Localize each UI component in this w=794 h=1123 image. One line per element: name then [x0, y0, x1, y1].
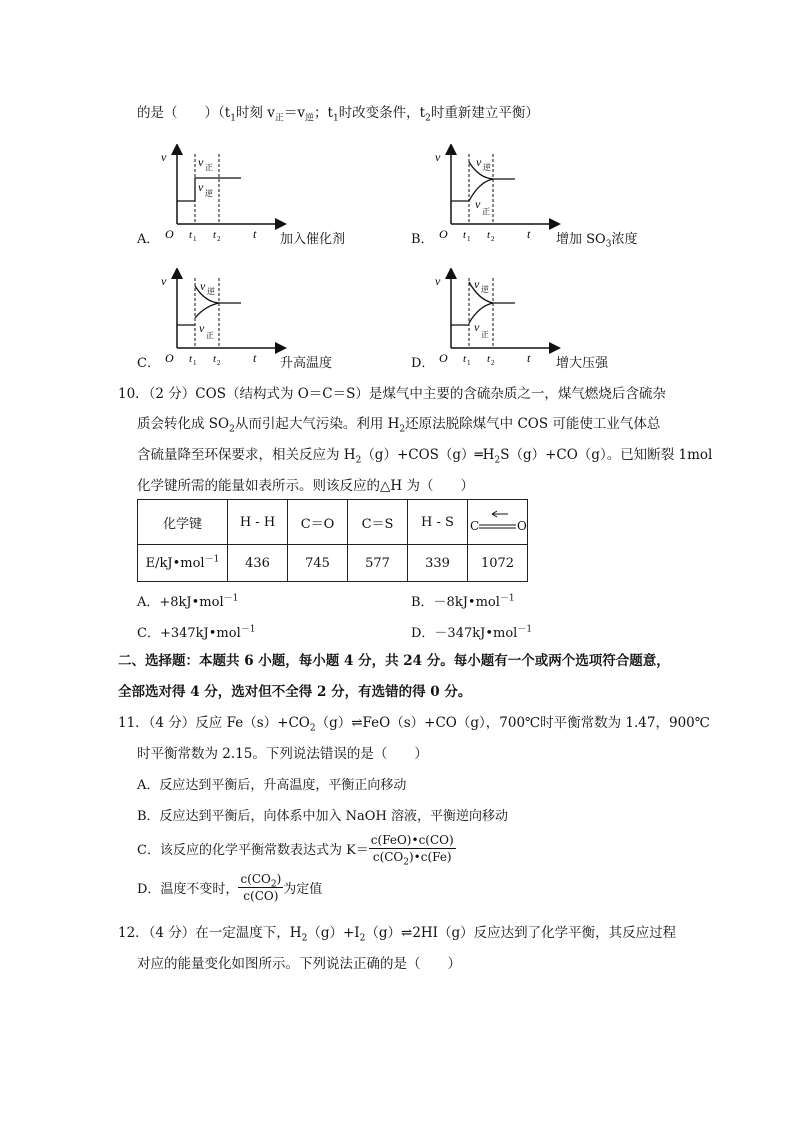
svg-text:t: t	[253, 351, 257, 365]
graph-c	[159, 268, 289, 368]
svg-text:正: 正	[206, 331, 214, 340]
option-caption: 升高温度	[280, 356, 333, 371]
svg-text:v: v	[199, 321, 205, 335]
q10-option-c[interactable]: C．+347kJ•mol$^{-1}$	[137, 624, 256, 641]
table-header-cell: H - S	[408, 500, 468, 545]
svg-text:1: 1	[193, 359, 197, 367]
q11-option-b[interactable]: B．反应达到平衡后，向体系中加入 NaOH 溶液，平衡逆向移动	[137, 809, 508, 824]
v-ni-label: v	[198, 180, 204, 194]
svg-text:v: v	[435, 150, 441, 164]
graph-a	[159, 144, 289, 244]
option-letter: D．	[411, 356, 435, 371]
q11-line-2: 时平衡常数为 2.15。下列说法错误的是（ ）	[137, 746, 428, 762]
svg-text:t: t	[527, 227, 531, 241]
triple-bond-arrow-icon	[478, 508, 518, 534]
table-header-cell: C＝S	[348, 500, 408, 545]
q10-line-2: 质会转化成 $SO_2$从而引起大气污染。利用 $H_2$还原法脱除煤气中 COS 可能使工业气体总	[137, 416, 661, 435]
svg-text:逆: 逆	[481, 285, 489, 294]
svg-text:2: 2	[217, 235, 221, 243]
svg-text:O: O	[439, 227, 448, 241]
option-letter: A．	[137, 232, 160, 247]
fraction: $\frac{c(CO_2)}{c(CO)}$	[240, 872, 282, 903]
svg-text:t: t	[463, 353, 467, 365]
svg-text:v: v	[161, 274, 167, 288]
option-caption: 增大压强	[556, 356, 609, 371]
svg-text:t: t	[213, 353, 217, 365]
graph-b	[433, 144, 563, 244]
v-zheng-curve	[469, 303, 493, 323]
table-row-label: E/kJ•mol$^{-1}$	[138, 545, 228, 582]
table-header-cell: C＝O	[288, 500, 348, 545]
svg-text:v: v	[476, 155, 482, 169]
q10-option-b[interactable]: B．－8kJ•mol$^{-1}$	[411, 593, 515, 610]
svg-text:v: v	[474, 320, 480, 334]
section-2-heading: 二、选择题：本题共 6 小题，每小题 4 分，共 24 分。每小题有一个或两个选项符合题意，	[118, 653, 670, 669]
q11-option-a[interactable]: A．反应达到平衡后，升高温度，平衡正向移动	[137, 778, 407, 793]
table-cell: 339	[408, 545, 468, 582]
table-cell: 577	[348, 545, 408, 582]
svg-text:v: v	[474, 277, 480, 291]
table-header-cell: 化学键	[138, 500, 228, 545]
svg-text:1: 1	[467, 359, 471, 367]
option-caption: 加入催化剂	[280, 232, 346, 247]
section-2-heading-line-2: 全部选对得 4 分，选对但不全得 2 分，有选错的得 0 分。	[118, 684, 472, 700]
q10-line-4: 化学键所需的能量如表所示。则该反应的△H 为（ ）	[137, 478, 474, 494]
q11-option-c[interactable]: C．该反应的化学平衡常数表达式为 K＝ $\frac{\text{c(FeO)•c(CO)}}{c(CO_2)•c(Fe)}$	[137, 833, 454, 868]
svg-text:O: O	[165, 351, 174, 365]
svg-text:1: 1	[467, 235, 471, 243]
svg-text:t: t	[527, 351, 531, 365]
t-axis-label: t	[253, 227, 257, 241]
svg-text:2: 2	[491, 235, 495, 243]
svg-text:t: t	[189, 353, 193, 365]
svg-text:v: v	[200, 279, 206, 293]
v-zheng-label: v	[198, 155, 204, 169]
origin-label: O	[165, 227, 174, 241]
svg-text:t: t	[487, 229, 491, 241]
q10-line-1: 10．（2 分）COS（结构式为 O＝C＝S）是煤气中主要的含硫杂质之一，煤气燃烧后含硫杂	[118, 386, 666, 402]
svg-text:O: O	[439, 351, 448, 365]
svg-text:v: v	[475, 197, 481, 211]
v-label: v	[161, 150, 167, 164]
svg-text:逆: 逆	[205, 189, 213, 198]
table-row	[138, 500, 528, 545]
fraction: $\frac{\text{c(FeO)•c(CO)}}{c(CO_2)•c(Fe)}$	[370, 833, 454, 868]
svg-text:逆: 逆	[483, 163, 491, 172]
svg-text:逆: 逆	[207, 287, 215, 296]
svg-text:2: 2	[491, 359, 495, 367]
q10-line-3: 含硫量降至环保要求，相关反应为 $H_2(g)+COS(g)═H_2S(g)+CO(g)$。已知断裂 1mol	[137, 447, 713, 466]
table-cell: 745	[288, 545, 348, 582]
option-caption: 增加 $SO_3$浓度	[556, 232, 638, 250]
svg-text:1: 1	[193, 235, 197, 243]
q11-line-1: 11．（4 分）反应 $Fe(s)+CO_2(g)\rightleftharpoons FeO(s)+CO(g)$，700℃时平衡常数为 1.47，900℃	[118, 715, 710, 734]
option-letter: B．	[411, 232, 434, 247]
table-row	[138, 545, 528, 582]
table-header-cell-co-triple: C O	[468, 500, 528, 545]
t1-label: t	[189, 229, 193, 241]
svg-text:v: v	[435, 274, 441, 288]
svg-text:正: 正	[205, 163, 213, 172]
svg-text:t: t	[463, 229, 467, 241]
table-header-cell: H - H	[228, 500, 288, 545]
table-cell: 436	[228, 545, 288, 582]
option-letter: C．	[137, 356, 160, 371]
graph-d	[433, 268, 563, 368]
svg-text:t: t	[487, 353, 491, 365]
q10-option-a[interactable]: A．+8kJ•mol$^{-1}$	[137, 593, 239, 610]
bond-energy-table	[137, 499, 528, 582]
svg-text:正: 正	[482, 207, 490, 216]
v-zheng-curve	[469, 179, 493, 201]
t2-label: t	[213, 229, 217, 241]
q12-line-2: 对应的能量变化如图所示。下列说法正确的是（ ）	[137, 956, 461, 972]
svg-text:2: 2	[217, 359, 221, 367]
svg-text:正: 正	[481, 330, 489, 339]
q12-line-1: 12．（4 分）在一定温度下，$H_2(g)+I_2(g)\rightleftharpoons 2HI(g)$反应达到了化学平衡，其反应过程	[118, 925, 677, 944]
q9-stem: 的是（ ）（$t_1$时刻 $v_正=v_逆$；$t_1$时改变条件，$t_2$时重新建立平衡）	[137, 105, 539, 124]
v-zheng-curve	[195, 303, 219, 318]
q10-option-d[interactable]: D．－347kJ•mol$^{-1}$	[411, 624, 533, 641]
q11-option-d[interactable]: D．温度不变时， $\frac{c(CO_2)}{c(CO)}$ 为定值	[137, 872, 323, 903]
table-cell: 1072	[468, 545, 528, 582]
